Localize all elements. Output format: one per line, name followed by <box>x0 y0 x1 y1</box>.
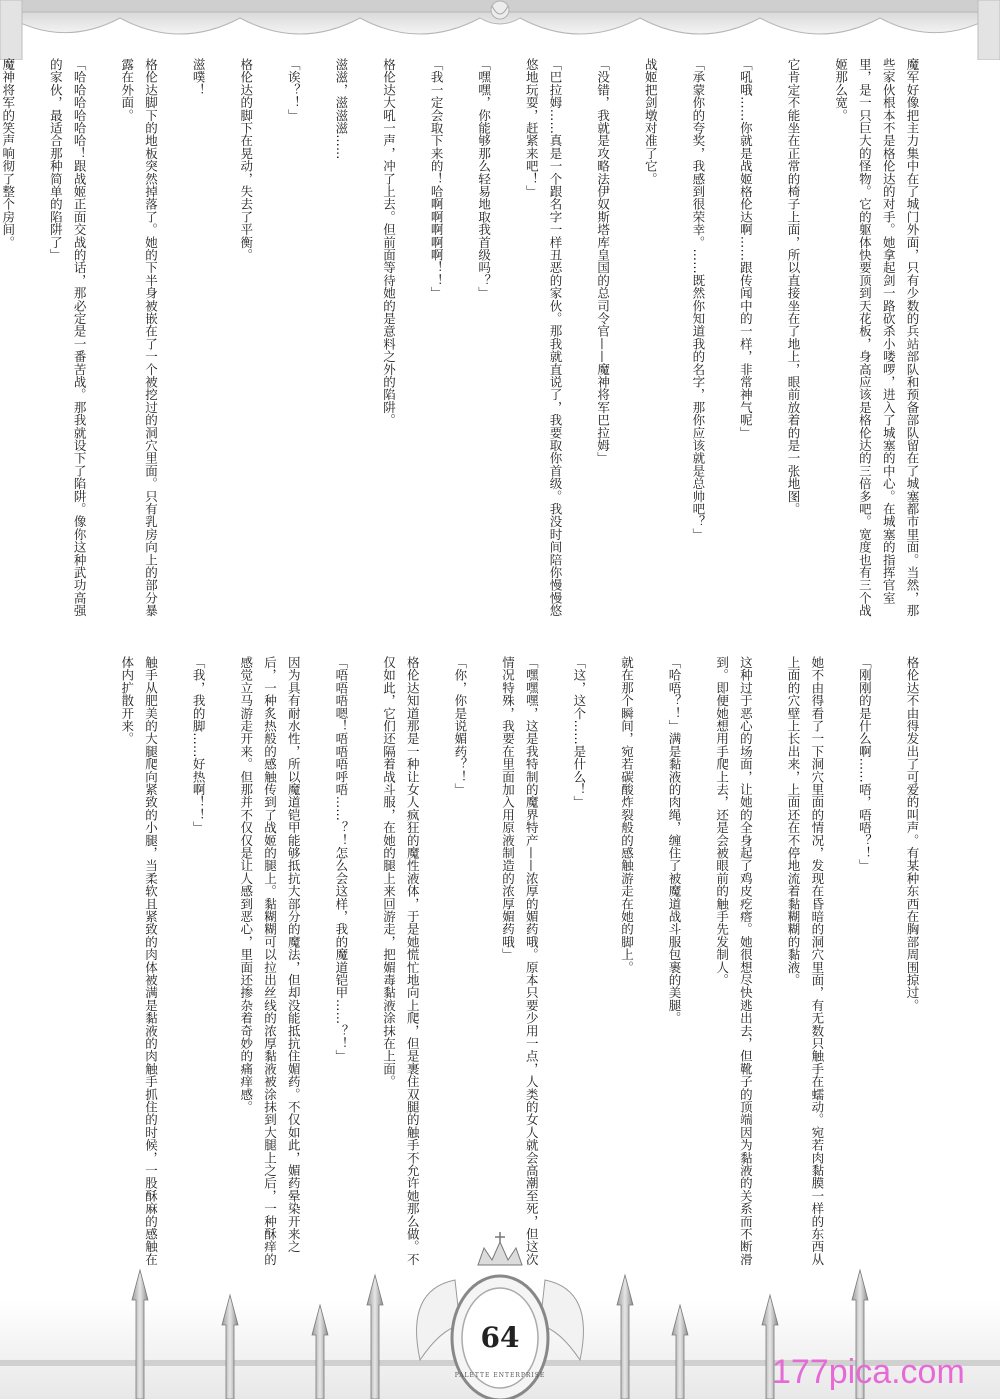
paragraph: 就在那个瞬间，宛若碳酸炸裂般的感触游走在她的脚上。 <box>619 656 635 974</box>
paragraph: 因为具有耐水性，所以魔道铠甲能够抵抗大部分的魔法，但却没能抵抗住媚药。不仅如此，媚药晕染开来之后，一种炙热般的感触传到了战姬的腿上。黏糊糊可以拉出丝线的浓厚黏液被涂抹到大腿上之后，一种酥痒的感觉立马游走开来。但那并不仅仅是让人感到恶心，里面还掺杂着奇妙的痛痒感。 <box>238 656 302 1266</box>
paragraph: 滋噗！ <box>191 58 207 97</box>
paragraph: 「没错，我就是攻略法伊奴斯塔库皇国的总司令官——魔神将军巴拉姆」 <box>595 58 611 465</box>
paragraph: 「诶？！」 <box>286 58 302 122</box>
paragraph: 「承蒙你的夸奖，我感到很荣幸。……既然你知道我的名字，那你应该就是总帅吧？」 <box>690 58 706 541</box>
publisher-label: PALETTE ENTERPRISE <box>454 1372 546 1379</box>
paragraph: 魔神将军的笑声响彻了整个房间。 <box>0 58 16 249</box>
paragraph: 「吼哦……你就是战姬格伦达啊……跟传闻中的一样，非常神气呢」 <box>738 58 754 439</box>
watermark-text: 177pica.com <box>772 1353 965 1391</box>
paragraph: 「哈哈哈哈哈哈！跟战姬正面交战的话，那必定是一番苦战。那我就设下了陷阱。像你这种武功高强的家伙，最适合那种简单的陷阱了」 <box>48 58 88 617</box>
paragraph: 「巴拉姆……真是一个跟名字一样丑恶的家伙。那我就直说了，我要取你首级。我没时间陪你慢慢悠悠地玩耍，赶紧来吧！」 <box>524 58 564 617</box>
paragraph: 「我一定会取下来的！哈啊啊啊啊啊！！」 <box>429 58 445 300</box>
paragraph: 「嘿嘿嘿，这是我特制的魔界特产——浓厚的媚药哦。原本只要少用一点，人类的女人就会高潮至死，但这次情况特殊，我要在里面加入用原液制造的浓厚媚药哦」 <box>500 656 540 1266</box>
paragraph: 格伦达的脚下在晃动，失去了平衡。 <box>238 58 254 262</box>
lower-text-block <box>115 656 924 1266</box>
paragraph: 格伦达脚下的地板突然掉落了。她的下半身被嵌在了一个被挖过的洞穴里面。只有乳房向上的部分暴露在外面。 <box>119 58 159 617</box>
paragraph: 触手从肥美的大腿爬向紧致的小腿，当柔软且紧致的肉体被满是黏液的肉触手抓住的时候，一股酥麻的感触在体内扩散开来。 <box>119 656 159 1266</box>
top-curtain-ornament <box>0 0 1000 60</box>
paragraph: 「唔唔唔嗯！唔唔唔呼唔……？！怎么会这样，我的魔道铠甲……？！」 <box>333 656 349 1063</box>
paragraph: 格伦达大吼一声，冲了上去。但前面等待她的是意料之外的陷阱。 <box>381 58 397 427</box>
paragraph: 「哈唔？！」满是黏液的肉绳，缠住了被魔道战斗服包裹的美腿。 <box>667 656 683 1025</box>
paragraph: 它肯定不能坐在正常的椅子上面，所以直接坐在了地上，眼前放着的是一张地图。 <box>786 58 802 516</box>
page-number: 64 <box>480 1321 520 1354</box>
paragraph: 战姬把剑墩对准了它。 <box>643 58 659 185</box>
paragraph: 魔军好像把主力集中在了城门外面，只有少数的兵站部队和预备部队留在了城塞都市里面。当然，那些家伙根本不是格伦达的对手。她拿起剑一路砍杀小喽啰，进入了城塞的中心。在城塞的指挥官室里，是一只巨大的怪物。它的躯体快要顶到天花板，身高应该是格伦达的三倍多吧。宽度也有三个战姬那么宽。 <box>833 58 920 617</box>
paragraph: 「这，这个……是什么！」 <box>571 656 587 809</box>
paragraph: 这种过于恶心的场面，让她的全身起了鸡皮疙瘩。她很想尽快逃出去，但靴子的顶端因为黏液的关系而不断滑到。即便她想用手爬上去，还是会被眼前的触手先发制人。 <box>714 656 754 1266</box>
paragraph: 「你，你是说媚药？！」 <box>452 656 468 796</box>
paragraph: 她不由得看了一下洞穴里面的情况，发现在昏暗的洞穴里面，有无数只触手在蠕动。宛若肉黏膜一样的东西从上面的穴壁上长出来，上面还在不停地流着黏糊糊的黏液。 <box>786 656 825 1266</box>
paragraph: 「我，我的脚……好热啊！！」 <box>191 656 207 834</box>
upper-text-block <box>0 58 924 618</box>
paragraph: 滋滋，滋滋滋…… <box>333 58 349 160</box>
crown-emblem-icon <box>478 1232 522 1265</box>
paragraph: 格伦达不由得发出了可爱的叫声。有某种东西在胸部周围掠过。 <box>905 656 920 1012</box>
paragraph: 「嘿嘿，你能够那么轻易地取我首级吗？」 <box>476 58 492 300</box>
paragraph: 格伦达知道那是一种让女人疯狂的魔性液体，于是她慌忙地向上爬，但是裹住双腿的触手不允许她那么做。不仅如此，它们还隔着战斗服，在她的腿上来回游走，把媚毒黏液涂抹在上面。 <box>381 656 421 1266</box>
paragraph: 「刚刚的是什么啊……唔，唔唔？！」 <box>857 656 873 872</box>
